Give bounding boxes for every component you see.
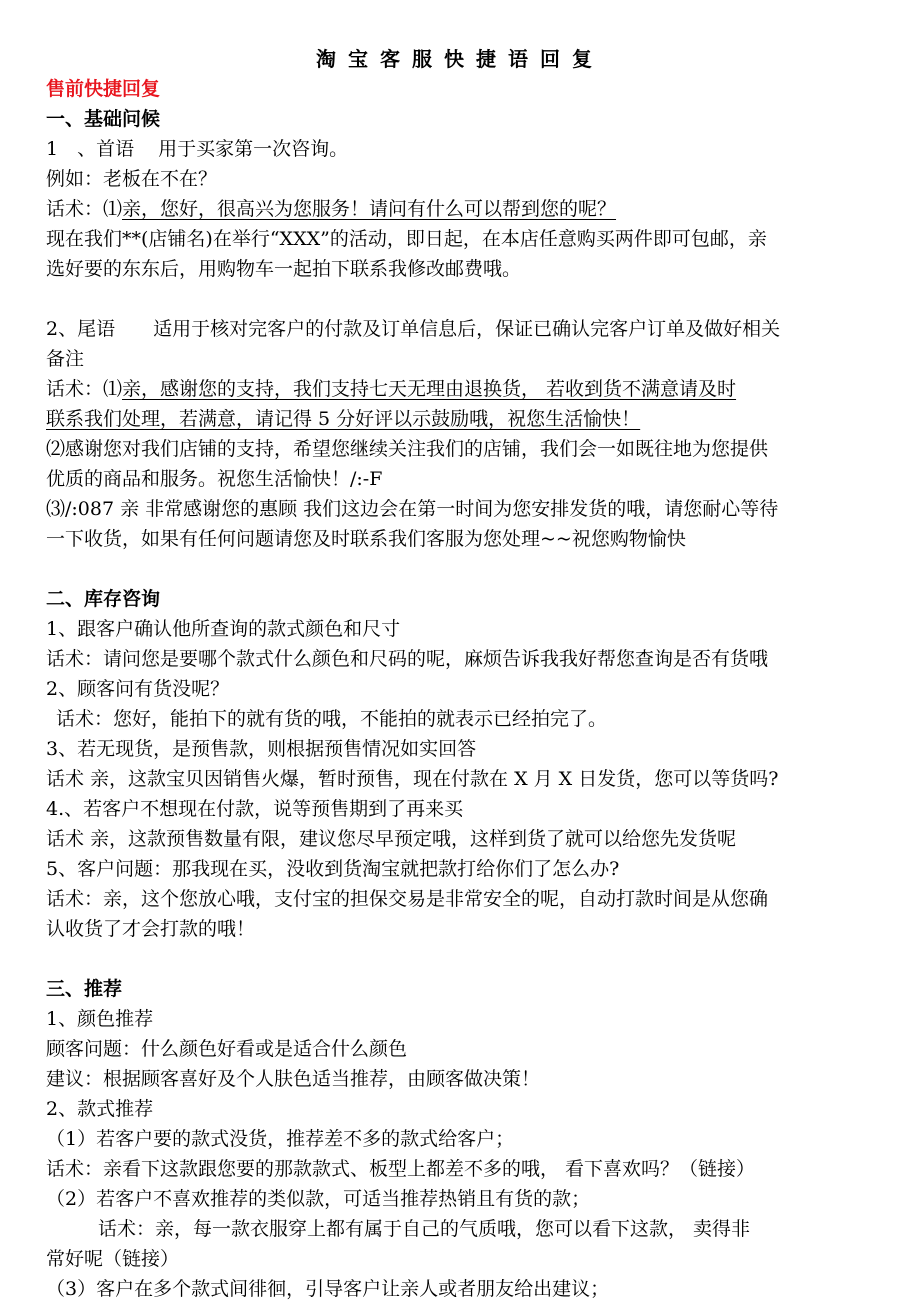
recommend-line: （2）若客户不喜欢推荐的类似款，可适当推荐热销且有货的款； [46, 1188, 591, 1210]
stock-line: 话术：亲，这个您放心哦，支付宝的担保交易是非常安全的呢，自动打款时间是从您确 [46, 888, 769, 910]
recommend-line: （1）若客户要的款式没货，推荐差不多的款式给客户； [46, 1128, 515, 1150]
stock-line: 话术 亲，这款宝贝因销售火爆，暂时预售，现在付款在 X 月 X 日发货，您可以等货吗? [46, 768, 779, 790]
greeting-script [46, 194, 880, 224]
closing-script-3: ⑶/:087 亲 非常感谢您的惠顾 我们这边会在第一时间为您安排发货的哦，请您耐心等待 [46, 498, 779, 520]
section-heading-recommend: 三、推荐 [46, 978, 123, 1000]
closing-script-2-cont: 优质的商品和服务。祝您生活愉快！/:-F [46, 468, 383, 490]
recommend-line: 顾客问题：什么颜色好看或是适合什么颜色 [46, 1038, 408, 1060]
recommend-line: 话术：亲看下这款跟您要的那款款式、板型上都差不多的哦， 看下喜欢吗？（链接） [46, 1158, 756, 1180]
item-opening-label: 1 、首语 [46, 138, 135, 160]
stock-line: 2、顾客问有货没呢？ [46, 678, 230, 700]
stock-line: 话术 亲，这款预售数量有限，建议您尽早预定哦，这样到货了就可以给您先发货呢 [46, 828, 737, 850]
recommend-line: 常好呢（链接） [46, 1248, 180, 1270]
stock-line: 1、跟客户确认他所查询的款式颜色和尺寸 [46, 618, 401, 640]
closing-script-1-text: 亲，感谢您的支持，我们支持七天无理由退换货， 若收到货不满意请及时 [122, 378, 737, 400]
page-title: 淘宝客服快捷语回复 [316, 47, 604, 71]
recommend-line: 话术：亲，每一款衣服穿上都有属于自己的气质哦，您可以看下这款， 卖得非 [98, 1218, 751, 1240]
section-heading-greetings: 一、基础问候 [46, 108, 161, 130]
stock-line: 话术：您好，能拍下的就有货的哦，不能拍的就表示已经拍完了。 [56, 708, 608, 730]
section-heading-stock: 二、库存咨询 [46, 588, 161, 610]
example-line: 例如：老板在不在？ [46, 168, 218, 190]
item-opening-desc: 用于买家第一次咨询。 [158, 138, 349, 160]
stock-line: 认收货了才会打款的哦！ [46, 918, 256, 940]
stock-line: 5、客户问题：那我现在买，没收到货淘宝就把款打给你们了怎么办? [46, 858, 620, 880]
promo-line: 现在我们**(店铺名)在举行“XXX”的活动，即日起，在本店任意购买两件即可包邮，亲 [46, 228, 767, 250]
closing-script-2: ⑵感谢您对我们店铺的支持，希望您继续关注我们的店铺，我们会一如既往地为您提供 [46, 438, 769, 460]
presale-heading: 售前快捷回复 [46, 78, 161, 100]
promo-line: 选好要的东东后，用购物车一起拍下联系我修改邮费哦。 [46, 258, 522, 280]
closing-script-1 [46, 374, 880, 404]
recommend-line: 1、颜色推荐 [46, 1008, 154, 1030]
stock-line: 话术：请问您是要哪个款式什么颜色和尺码的呢，麻烦告诉我我好帮您查询是否有货哦 [46, 648, 769, 670]
greeting-script-text: 亲，您好，很高兴为您服务！请问有什么可以帮到您的呢？ [122, 198, 617, 220]
item-opening [46, 134, 880, 164]
recommend-line: 2、款式推荐 [46, 1098, 154, 1120]
item-closing [46, 314, 880, 344]
script-prefix: 话术：⑴ [46, 198, 123, 220]
closing-script-3-cont: 一下收货，如果有任何问题请您及时联系我们客服为您处理~~祝您购物愉快 [46, 528, 686, 550]
script-prefix: 话术：⑴ [46, 378, 123, 400]
document-body [46, 74, 880, 1304]
item-closing-label: 2、尾语 [46, 318, 116, 340]
item-closing-desc-cont: 备注 [46, 348, 85, 370]
recommend-line: （3）客户在多个款式间徘徊，引导客户让亲人或者朋友给出建议； [46, 1278, 610, 1300]
item-closing-desc: 适用于核对完客户的付款及订单信息后，保证已确认完客户订单及做好相关 [153, 318, 781, 340]
closing-script-1-cont: 联系我们处理，若满意，请记得 5 分好评以示鼓励哦，祝您生活愉快！ [46, 408, 641, 430]
recommend-line: 建议：根据顾客喜好及个人肤色适当推荐，由顾客做决策！ [46, 1068, 541, 1090]
stock-line: 3、若无现货，是预售款，则根据预售情况如实回答 [46, 738, 477, 760]
stock-line: 4.、若客户不想现在付款，说等预售期到了再来买 [46, 798, 464, 820]
